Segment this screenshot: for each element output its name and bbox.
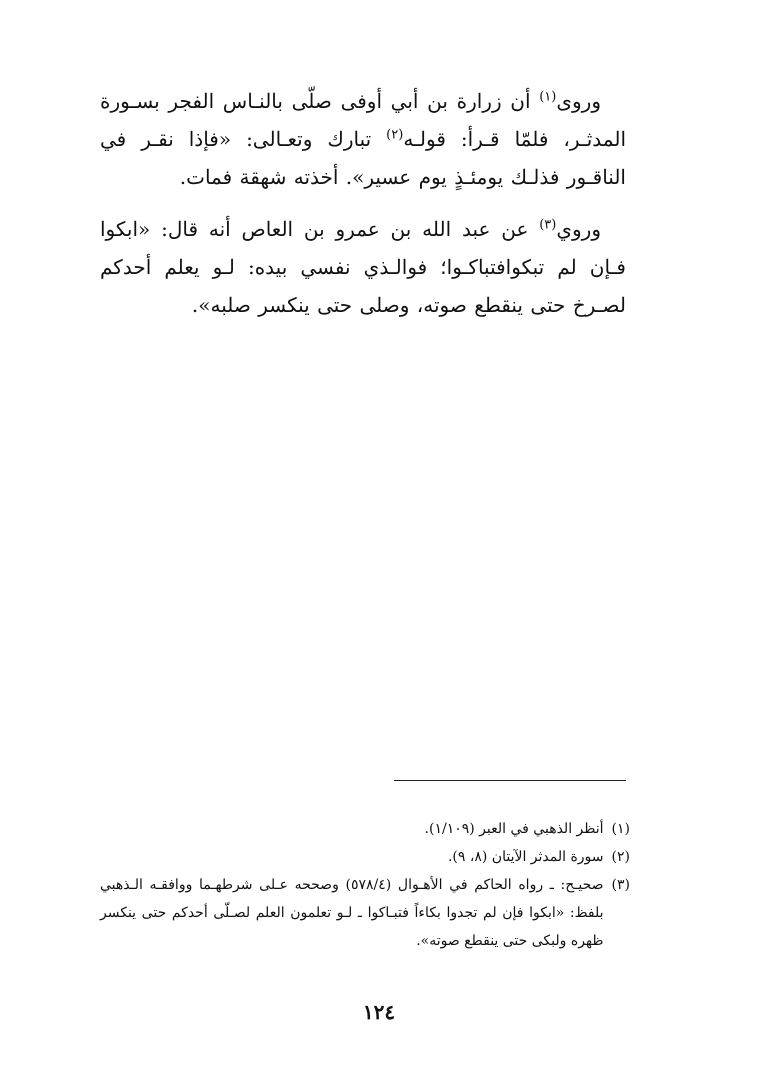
footnote-number: (٢) [611,849,630,865]
page-number: ١٢٤ [362,1000,396,1024]
footnote-ref-1[interactable]: (١) [539,89,557,105]
footnote-number: (٣) [611,877,630,893]
footnote-text: أنظر الذهبي في العبر (١/١٠٩). [424,821,604,837]
footnote-2 [100,843,630,871]
footnote-ref-2[interactable]: (٢) [386,127,404,143]
footnote-number: (١) [611,821,630,837]
paragraph-text: عن عبد الله بن عمرو بن العاص أنه قال: «ابكوا فـإن لم تبكوافتباكـوا؛ فوالـذي نفسي بيده: لـو يعلم أحدكم لصـرخ حتى ينقطع صوته، وصلى حتى ينكسر صلبه». [100,217,626,317]
footnote-text: سورة المدثر الآيتان (٨، ٩). [447,849,604,865]
footnote-ref-3[interactable]: (٣) [539,217,557,233]
footnote-1 [100,815,630,843]
main-text [100,82,626,338]
paragraph-text: تبارك وتعـالى: «فإذا نقـر في الناقـور فذلـك يومئـذٍ يوم عسير». أخذته شهقة فمات. [100,127,626,189]
footnote-3 [100,871,630,955]
footnote-text: صحيـح: ـ رواه الحاكم في الأهـوال (٥٧٨/٤) وصححه عـلى شرطهـما ووافقـه الـذهبي بلفظ: «ابكوا فإن لم تجدوا بكاءاً فتبـاكوا ـ لـو تعلمون العلم لصـلّى أحدكم حتى ينكسر ظهره ولبكى حتى ينقطع صوته». [100,877,604,949]
paragraph-text: أن زرارة بن أبي أوفى صلّى بالنـاس الفجر بسـورة المدثـر، فلمّا قـرأ: قولـه [100,89,626,151]
paragraph-opening: وروي [556,217,601,241]
paragraph-zurara [100,82,626,196]
paragraph-opening: وروى [556,89,601,113]
footnotes [100,815,630,955]
footnote-separator [394,780,626,781]
paragraph-ibn-amr [100,210,626,324]
